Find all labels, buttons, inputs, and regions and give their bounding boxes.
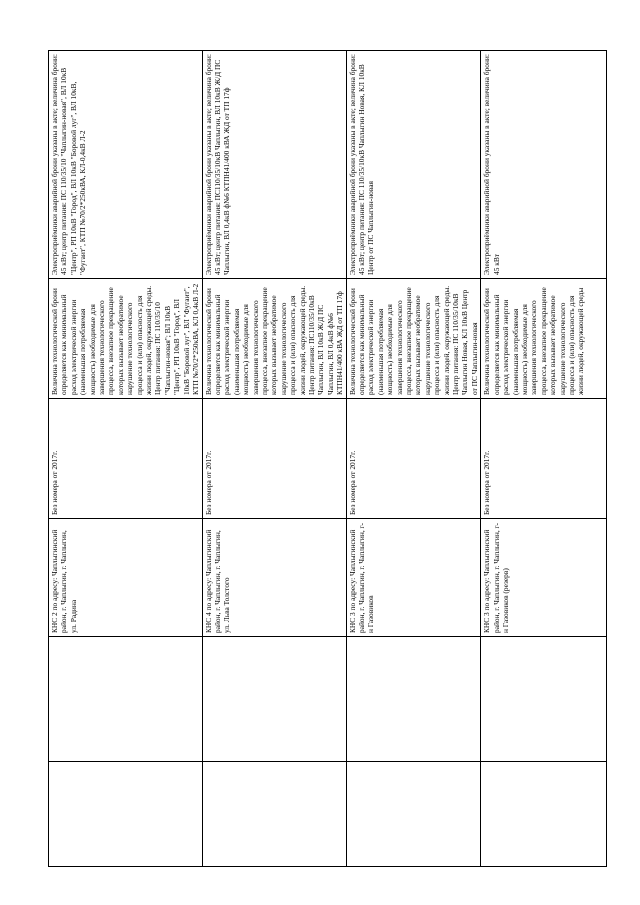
tech-description-cell: Величина технологической брони определяется как минимальный расход электрической энергии (наименьшая потребляемая мощность) необходимые для завершения технологического процесса, внезапное прекращение которых вызывает необратимое нарушение технологического процесса и (или) опасность для жизни людей, окружающей среды. Центр питания: ПС 110/35/10 "Чаплыгин-новая"; ВЛ 10кВ "Центр", РП 10кВ "Город", ВЛ 10кВ "Боровой луг", ВЛ "Фугаит", КТП №70/2*250кВА, КЛ 0,4кВ Л-2 [49,279,203,399]
table-row [202,51,346,867]
tech-description-cell: Величина технологической брони определяется как минимальный расход электрической энергии (наименьшая потребляемая мощность) необходимые для завершения технологического процесса, внезапное прекращение которых вызывает необратимое нарушение технологического процесса и (или) опасность для жизни людей, окружающей среды. Центр питания: ПС110/35/10кВ Чаплыгин, ВЛ 10кВ Ж/Д ПС Чаплыгин, ВЛ 0,4кВ ф№6 КТПН41/400 кВА ЖД от ТП 17ф [202,279,346,399]
blank-cell [346,762,481,867]
blank-cell [49,762,203,867]
object-cell: КНС 4 по адресу: Чаплыгинский район, г. Чаплыгин, г. Чаплыгин, ул. Льва Толстого [202,519,346,637]
act-cell: Без номера от 2017г. [49,399,203,519]
blank-cell [481,762,607,867]
emergency-description-cell: Электроприёмники аварийной брони указаны в акте; величина брони: 45 кВт; центр питания: ПС110/35/10кВ Чаплыгин, ВЛ 10кВ Ж/Д ПС Чаплыгин, ВЛ 0,4кВ ф№6 КТПН41/400 кВА ЖД от ТП 17ф [202,51,346,279]
emergency-description-cell: Электроприёмники аварийной брони указаны в акте; величина брони: 45 кВт; центр питания: ПС 110/35/10кВ Чаплыгин Новая, КЛ 10кВ Центр от ПС Чаплыгин-новая [346,51,481,279]
table-row [481,51,607,867]
act-cell: Без номера от 2017г. [346,399,481,519]
act-cell: Без номера от 2017г. [481,399,607,519]
act-cell: Без номера от 2017г. [202,399,346,519]
rotated-table-wrapper [48,51,586,867]
object-cell: КНС 3 по адресу: Чаплыгинский район, г. Чаплыгин, г. Чаплыгин, г-н Газовиков [346,519,481,637]
emergency-description-cell: Электроприёмники аварийной брони указаны в акте; величина брони: 45 кВт; центр питания: ПС 110/35/10 "Чаплыгин-новая", ВЛ 10кВ "Центр", РП 10кВ "Город", ВЛ 10кВ "Боровой луг", ВЛ 10кВ, "Фугаит", КТП №70/2*250кВА, КЛ-0,4кВ Л-2 [49,51,203,279]
emergency-description-cell: Электроприёмники аварийной брони указаны в акте; величина брони: 45 кВт [481,51,607,279]
reservation-table [48,50,607,867]
tech-description-cell: Величина технологической брони определяется как минимальный расход электрической энергии (наименьшая потребляемая мощность) необходимые для завершения технологического процесса, внезапное прекращение которых вызывает необратимое нарушение технологического процесса и (или) опасность для жизни людей, окружающей среды [481,279,607,399]
blank-cell [49,637,203,762]
blank-cell [346,637,481,762]
blank-cell [202,637,346,762]
blank-cell [202,762,346,867]
blank-cell [481,637,607,762]
table-row [49,51,203,867]
object-cell: КНС 2 по адресу: Чаплыгинский район, г. Чаплыгин, г. Чаплыгин, ул. Радина [49,519,203,637]
tech-description-cell: Величина технологической брони определяется как минимальный расход электрической энергии (наименьшая потребляемая мощность) необходимые для завершения технологического процесса, внезапное прекращение которых вызывает необратимое нарушение технологического процесса и (или) опасность для жизни людей, окружающей среды. Центр питания: ПС 110/35/10кВ Чаплыгин Новая, КЛ 10кВ Центр от ПС Чаплыгин-новая [346,279,481,399]
object-cell: КНС 3 по адресу: Чаплыгинский район, г. Чаплыгин, г. Чаплыгин, г-н Газовиков (резерв) [481,519,607,637]
table-row [346,51,481,867]
